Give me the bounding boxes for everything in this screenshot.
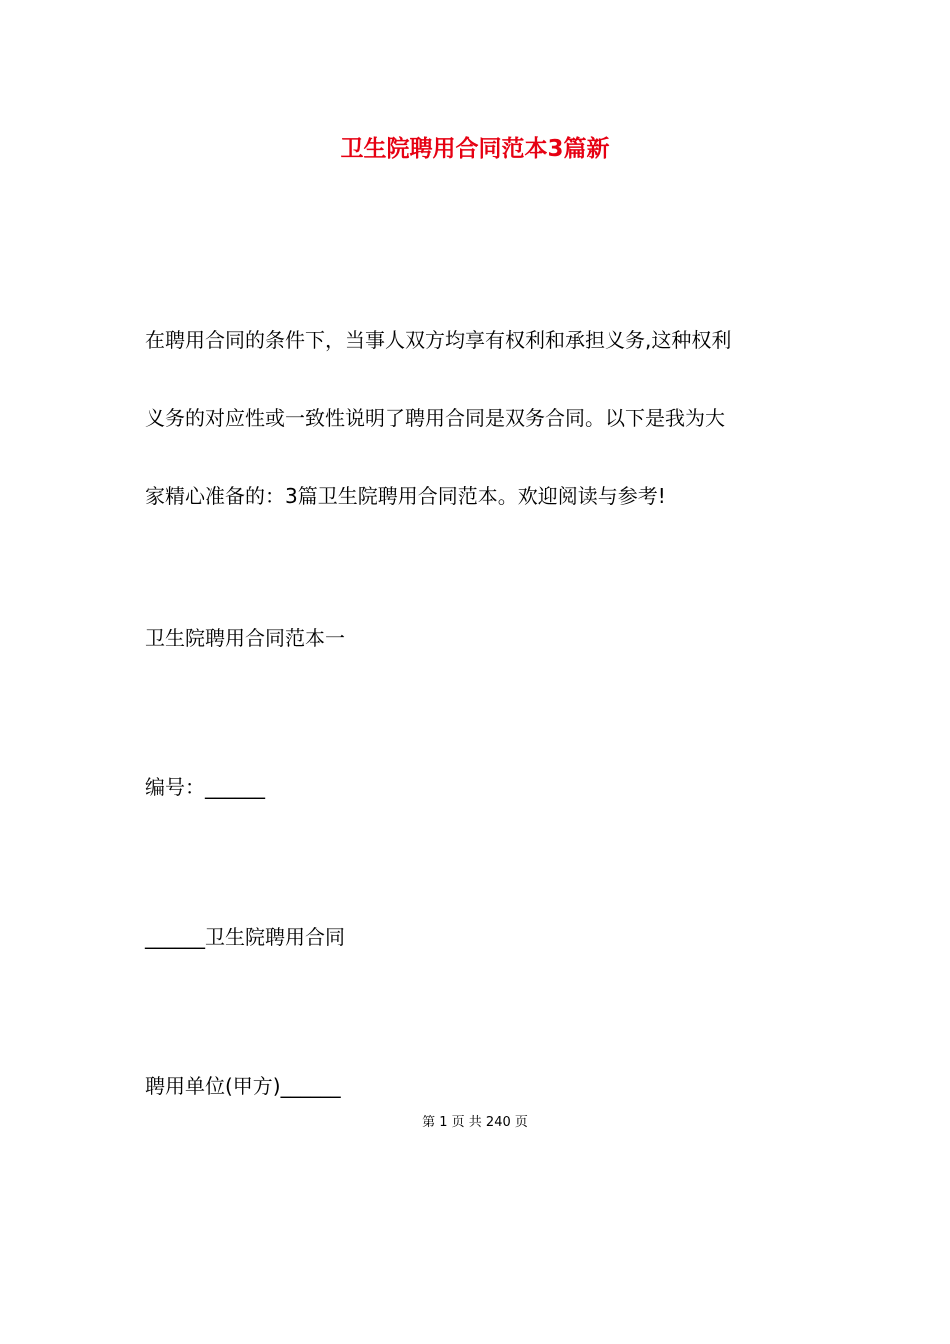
intro-line: 家精心准备的：3篇卫生院聘用合同范本。欢迎阅读与参考! <box>145 484 666 508</box>
contract-title-line: ______卫生院聘用合同 <box>145 925 345 949</box>
page-number-footer: 第 1 页 共 240 页 <box>422 1115 528 1130</box>
intro-line: 义务的对应性或一致性说明了聘用合同是双务合同。以下是我为大 <box>145 406 725 430</box>
intro-paragraph <box>145 320 815 554</box>
contract-number-line: 编号：______ <box>145 775 265 799</box>
intro-line: 在聘用合同的条件下，当事人双方均享有权利和承担义务,这种权利 <box>145 328 732 352</box>
document-title: 卫生院聘用合同范本3篇新 <box>340 136 610 162</box>
employer-line: 聘用单位(甲方)______ <box>145 1074 341 1098</box>
section-heading: 卫生院聘用合同范本一 <box>145 626 345 650</box>
